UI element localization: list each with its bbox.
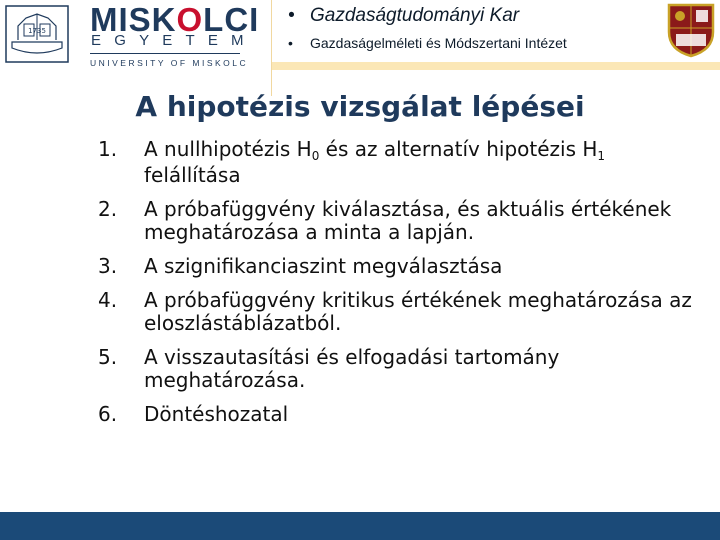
faculty-name: • Gazdaságtudományi Kar [288,5,520,26]
faculty-crest-icon [666,2,716,58]
list-item-number: 6. [98,402,118,426]
list-item-text: A próbafüggvény kritikus értékének meghatározása az eloszlástáblázatból. [144,288,692,335]
list-item-text: Döntéshozatal [144,402,289,426]
list-item [98,289,698,335]
page-title: A hipotézis vizsgálat lépései [135,90,585,123]
list-item-text: A visszautasítási és elfogadási tartomány meghatározása. [144,345,560,392]
brand-divider [90,53,240,54]
university-seal-icon [4,4,70,64]
brand-name-egyetem: EGYETEM [91,32,257,49]
list-item [98,403,698,426]
steps-list [98,138,698,437]
header [0,0,720,96]
list-item-number: 1. [98,137,118,161]
list-item [98,346,698,392]
brand-name-english: UNIVERSITY OF MISKOLC [90,58,249,68]
header-accent-band [272,62,720,70]
brand-name-miskolci: MISKOLCI [90,1,260,38]
list-item-number: 3. [98,254,118,278]
list-item [98,198,698,244]
footer-bar [0,512,720,540]
list-item-number: 4. [98,288,118,312]
seal-year: 1735 [28,27,46,35]
list-item-number: 5. [98,345,118,369]
list-item-number: 2. [98,197,118,221]
institute-name: • Gazdaságelméleti és Módszertani Intézet [288,35,567,51]
list-item-text: A próbafüggvény kiválasztása, és aktuális értékének meghatározása a minta a lapján. [144,197,672,244]
list-item: 1. A nullhipotézis $H_0$ és az alternatív hipotézis $H_1$ felállítása [98,137,606,187]
list-item [98,255,698,278]
university-logo [0,0,272,96]
list-item-text: A szignifikanciaszint megválasztása [144,254,503,278]
